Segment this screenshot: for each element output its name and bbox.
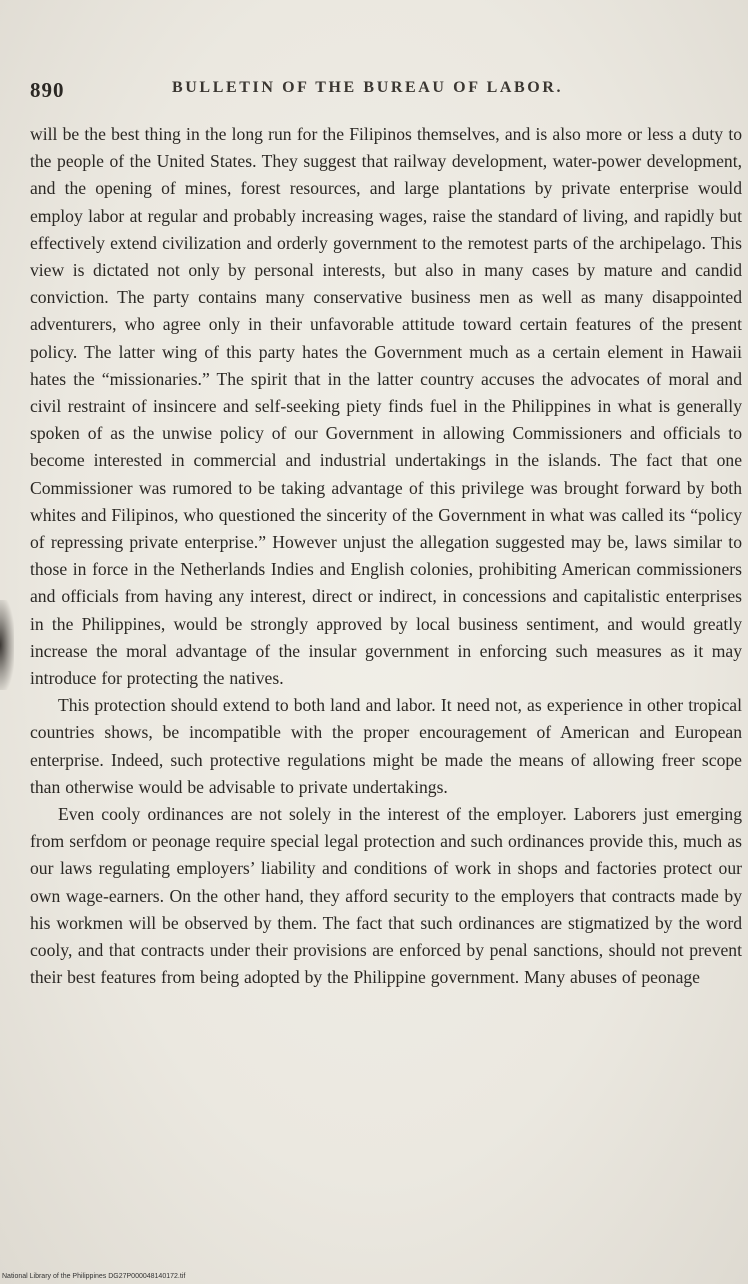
paragraph-protection: This protection should extend to both land and labor. It need not, as experience in other tropical countries shows, be incompatible with the proper encouragement of American and European enterprise. Indeed, such protective regulations might be made the means of allowing freer scope than otherwise would be advisable to private undertakings. <box>30 695 742 797</box>
paragraph-cooly-ordinances: Even cooly ordinances are not solely in the interest of the employer. Laborers just emerging from serfdom or peonage require special legal protection and such ordinances provide this, much as our laws regulating employers’ liability and conditions of work in shops and factories protect our own wage-earners. On the other hand, they afford security to the employers that contracts made by his workmen will be observed by them. The fact that such ordinances are stigmatized by the word cooly, and that contracts under their provisions are enforced by penal sanctions, should not prevent their best features from being adopted by the Philippine government. Many abuses of peonage <box>30 804 742 988</box>
body-text <box>30 121 742 992</box>
page-number: 890 <box>30 78 65 102</box>
page-header <box>30 72 730 102</box>
paragraph-continuation: will be the best thing in the long run for the Filipinos themselves, and is also more or less a duty to the people of the United States. They suggest that railway development, water-power development, and the opening of mines, forest resources, and large plantations by private enterprise would employ labor at regular and probably increasing wages, raise the standard of living, and rapidly but effectively extend civilization and orderly government to the remotest parts of the archipelago. This view is dictated not only by personal interests, but also in many cases by mature and candid conviction. The party contains many conservative business men as well as many disappointed adventurers, who agree only in their unfavorable attitude toward certain features of the present policy. The latter wing of this party hates the Government much as a certain element in Hawaii hates the “missionaries.” The spirit that in the latter country accuses the advocates of moral and civil restraint of insincere and self-seeking piety finds fuel in the Philippines in what is generally spoken of as the unwise policy of our Government in allowing Commissioners and officials to become interested in commercial and industrial undertakings in the islands. The fact that one Commissioner was rumored to be taking advantage of this privilege was brought forward by both whites and Filipinos, who questioned the sincerity of the Government in what was called its “policy of repressing private enterprise.” However unjust the allegation suggested may be, laws similar to those in force in the Netherlands Indies and English colonies, prohibiting American commissioners and officials from having any interest, direct or indirect, in concessions and capitalistic enterprises in the Philippines, would be strongly approved by local business sentiment, and would greatly increase the moral advantage of the insular government in enforcing such measures as it may introduce for protecting the natives. <box>30 124 742 689</box>
scan-source-note: National Library of the Philippines DG27P000048140172.tif <box>2 1273 186 1280</box>
binding-shadow <box>0 600 14 690</box>
running-head: BULLETIN OF THE BUREAU OF LABOR. <box>172 79 564 96</box>
